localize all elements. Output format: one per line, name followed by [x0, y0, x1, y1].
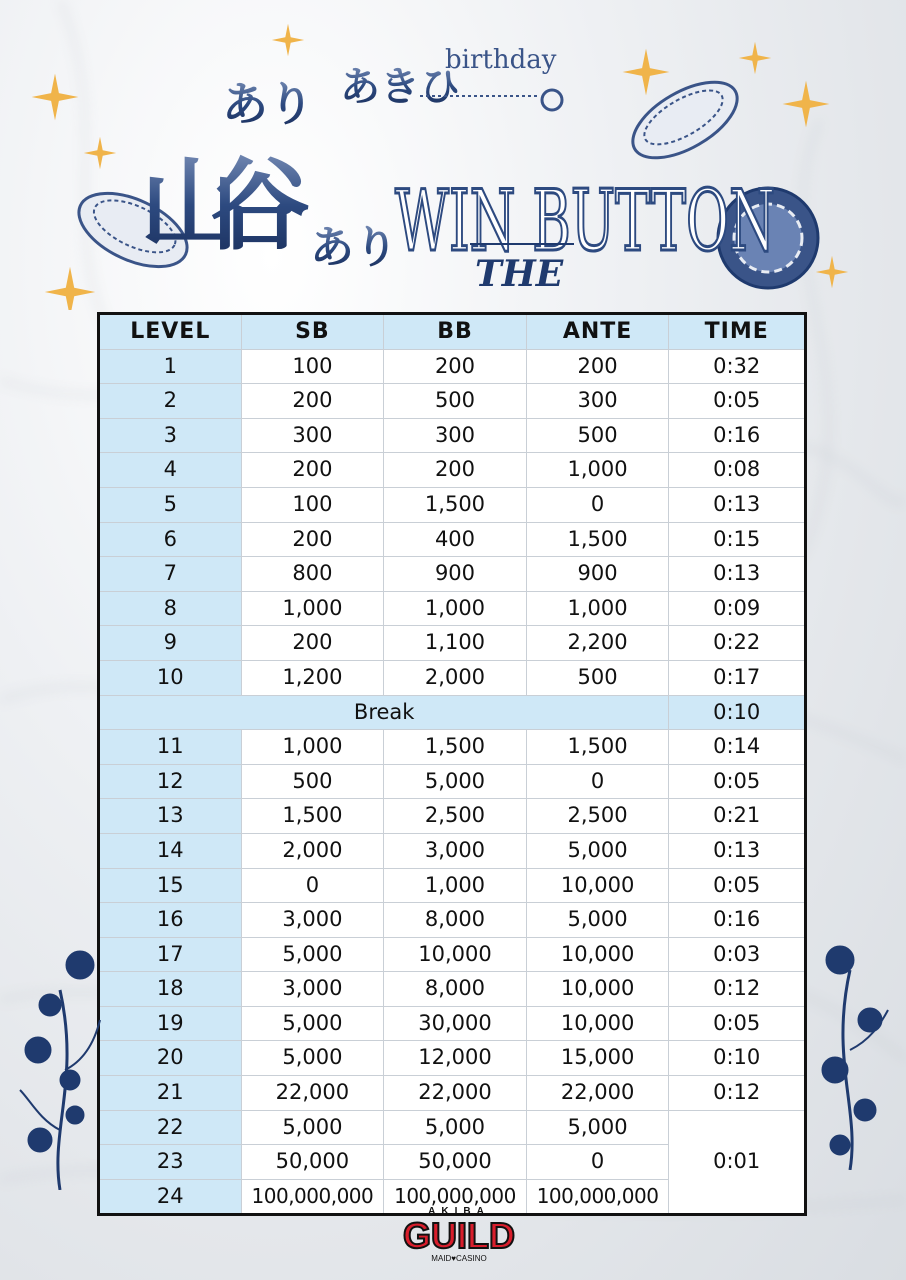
cell-ante: 5,000 [526, 833, 669, 868]
cell-bb: 8,000 [384, 903, 527, 938]
table-row [99, 591, 806, 626]
table-row [99, 868, 806, 903]
star-icon-2 [84, 137, 116, 169]
cell-time: 0:09 [669, 591, 806, 626]
blind-structure-table [97, 312, 807, 1216]
header-title-art [0, 0, 906, 310]
cell-time: 0:16 [669, 903, 806, 938]
cell-bb: 500 [384, 384, 527, 419]
cell-bb: 400 [384, 522, 527, 557]
cell-time: 0:05 [669, 868, 806, 903]
cell-level: 21 [99, 1076, 242, 1111]
star-icon-7 [45, 267, 95, 310]
cell-sb: 1,000 [241, 591, 384, 626]
title-ari-2: あり [310, 222, 398, 273]
cell-level: 13 [99, 799, 242, 834]
cell-sb: 200 [241, 626, 384, 661]
cell-bb: 2,500 [384, 799, 527, 834]
cell-ante: 0 [526, 487, 669, 522]
cell-time: 0:21 [669, 799, 806, 834]
cell-time: 0:17 [669, 660, 806, 695]
table-row [99, 1041, 806, 1076]
cell-sb: 50,000 [241, 1145, 384, 1180]
cell-sb: 300 [241, 418, 384, 453]
table-row [99, 487, 806, 522]
flower-decoration-right [800, 930, 900, 1170]
star-icon-5 [739, 42, 771, 74]
table-row [99, 557, 806, 592]
cell-sb: 200 [241, 384, 384, 419]
cell-sb: 100 [241, 487, 384, 522]
logo-top-text: AKIBA [428, 1206, 490, 1217]
cell-ante: 0 [526, 1145, 669, 1180]
table-row [99, 626, 806, 661]
cell-bb: 1,500 [384, 730, 527, 765]
cell-ante: 10,000 [526, 1006, 669, 1041]
table-row [99, 384, 806, 419]
cell-time: 0:05 [669, 764, 806, 799]
table-row [99, 833, 806, 868]
table-row [99, 972, 806, 1007]
cell-ante: 300 [526, 384, 669, 419]
logo-bottom-text: MAID♥CASINO [431, 1254, 487, 1263]
cell-sb: 3,000 [241, 972, 384, 1007]
cell-level: 1 [99, 349, 242, 384]
cell-ante: 1,500 [526, 730, 669, 765]
cell-sb: 100 [241, 349, 384, 384]
cell-time: 0:32 [669, 349, 806, 384]
cell-ante: 500 [526, 418, 669, 453]
cell-level: 8 [99, 591, 242, 626]
cell-ante: 1,000 [526, 591, 669, 626]
cell-time: 0:13 [669, 557, 806, 592]
cell-bb: 900 [384, 557, 527, 592]
table-row [99, 418, 806, 453]
cell-time: 0:10 [669, 1041, 806, 1076]
cell-bb: 1,000 [384, 868, 527, 903]
cell-sb: 5,000 [241, 937, 384, 972]
table-row [99, 799, 806, 834]
cell-bb: 22,000 [384, 1076, 527, 1111]
table-row [99, 660, 806, 695]
break-row [99, 695, 806, 730]
cell-ante: 5,000 [526, 1110, 669, 1145]
cell-sb: 1,200 [241, 660, 384, 695]
cell-bb: 50,000 [384, 1145, 527, 1180]
cell-sb: 100,000,000 [241, 1179, 384, 1215]
cell-time: 0:08 [669, 453, 806, 488]
cell-time-final: 0:01 [669, 1110, 806, 1215]
break-time: 0:10 [669, 695, 806, 730]
table-row [99, 522, 806, 557]
cell-level: 3 [99, 418, 242, 453]
cell-level: 15 [99, 868, 242, 903]
cell-level: 11 [99, 730, 242, 765]
header-sb: SB [241, 314, 384, 350]
cell-level: 10 [99, 660, 242, 695]
cell-level: 2 [99, 384, 242, 419]
cell-ante: 5,000 [526, 903, 669, 938]
cell-bb: 30,000 [384, 1006, 527, 1041]
cell-level: 19 [99, 1006, 242, 1041]
cell-ante: 10,000 [526, 868, 669, 903]
star-icon-3 [272, 24, 304, 56]
cell-sb: 22,000 [241, 1076, 384, 1111]
cell-level: 5 [99, 487, 242, 522]
title-win-button: WIN BUTTON [395, 172, 775, 270]
logo-main-text: GUILD [403, 1215, 515, 1256]
cell-ante: 10,000 [526, 972, 669, 1007]
cell-ante: 900 [526, 557, 669, 592]
cell-bb: 5,000 [384, 1110, 527, 1145]
cell-ante: 15,000 [526, 1041, 669, 1076]
cell-sb: 5,000 [241, 1006, 384, 1041]
cell-time: 0:13 [669, 833, 806, 868]
table-row [99, 1006, 806, 1041]
cell-bb: 2,000 [384, 660, 527, 695]
cell-level: 17 [99, 937, 242, 972]
cell-time: 0:13 [669, 487, 806, 522]
table-row [99, 937, 806, 972]
star-icon-6 [783, 81, 830, 128]
header-level: LEVEL [99, 314, 242, 350]
cell-ante: 10,000 [526, 937, 669, 972]
header-ante: ANTE [526, 314, 669, 350]
cell-time: 0:15 [669, 522, 806, 557]
star-icon-8 [816, 256, 848, 288]
cell-ante: 22,000 [526, 1076, 669, 1111]
table-row [99, 903, 806, 938]
cell-bb: 12,000 [384, 1041, 527, 1076]
cell-ante: 1,500 [526, 522, 669, 557]
subtitle-birthday: birthday [445, 45, 557, 75]
cell-ante: 200 [526, 349, 669, 384]
cell-ante: 1,000 [526, 453, 669, 488]
cell-bb: 100,000,000 [384, 1179, 527, 1215]
cell-sb: 3,000 [241, 903, 384, 938]
subtitle-akihi: あきひ [340, 63, 460, 110]
cell-time: 0:05 [669, 384, 806, 419]
cell-sb: 800 [241, 557, 384, 592]
cell-level: 9 [99, 626, 242, 661]
star-icon-1 [32, 74, 79, 121]
cell-level: 23 [99, 1145, 242, 1180]
cell-level: 4 [99, 453, 242, 488]
table-header-row [99, 314, 806, 350]
cell-level: 14 [99, 833, 242, 868]
cell-level: 24 [99, 1179, 242, 1215]
cell-sb: 1,000 [241, 730, 384, 765]
cell-time: 0:05 [669, 1006, 806, 1041]
table-row [99, 1076, 806, 1111]
cell-ante: 0 [526, 764, 669, 799]
header-bb: BB [384, 314, 527, 350]
cell-sb: 1,500 [241, 799, 384, 834]
cell-sb: 5,000 [241, 1110, 384, 1145]
cell-sb: 0 [241, 868, 384, 903]
cell-level: 16 [99, 903, 242, 938]
poker-chip-icon-top [621, 67, 749, 173]
cell-time: 0:12 [669, 1076, 806, 1111]
cell-bb: 5,000 [384, 764, 527, 799]
table-row [99, 453, 806, 488]
cell-sb: 500 [241, 764, 384, 799]
cell-level: 12 [99, 764, 242, 799]
table-row [99, 1110, 806, 1145]
title-yamatani: 山谷 [140, 146, 310, 264]
cell-bb: 8,000 [384, 972, 527, 1007]
cell-time: 0:16 [669, 418, 806, 453]
cell-level: 20 [99, 1041, 242, 1076]
header-time: TIME [669, 314, 806, 350]
cell-level: 22 [99, 1110, 242, 1145]
cell-sb: 200 [241, 453, 384, 488]
cell-bb: 1,100 [384, 626, 527, 661]
flower-decoration-left [10, 930, 110, 1190]
cell-bb: 10,000 [384, 937, 527, 972]
table-row [99, 764, 806, 799]
cell-bb: 1,000 [384, 591, 527, 626]
cell-level: 7 [99, 557, 242, 592]
cell-bb: 200 [384, 349, 527, 384]
cell-sb: 200 [241, 522, 384, 557]
cell-level: 6 [99, 522, 242, 557]
cell-bb: 3,000 [384, 833, 527, 868]
cell-ante: 500 [526, 660, 669, 695]
break-label: Break [99, 695, 669, 730]
cell-bb: 200 [384, 453, 527, 488]
cell-ante: 2,200 [526, 626, 669, 661]
cell-ante: 100,000,000 [526, 1179, 669, 1215]
akiba-guild-logo [398, 1203, 520, 1265]
cell-ante: 2,500 [526, 799, 669, 834]
table-row [99, 730, 806, 765]
cell-time: 0:22 [669, 626, 806, 661]
cell-time: 0:12 [669, 972, 806, 1007]
cell-bb: 1,500 [384, 487, 527, 522]
title-the: THE [475, 253, 564, 295]
cell-time: 0:03 [669, 937, 806, 972]
star-icon-4 [623, 49, 670, 96]
cell-bb: 300 [384, 418, 527, 453]
cell-sb: 2,000 [241, 833, 384, 868]
cell-level: 18 [99, 972, 242, 1007]
table-row [99, 349, 806, 384]
title-ari-1: あり [222, 77, 314, 131]
cell-time: 0:14 [669, 730, 806, 765]
cell-sb: 5,000 [241, 1041, 384, 1076]
